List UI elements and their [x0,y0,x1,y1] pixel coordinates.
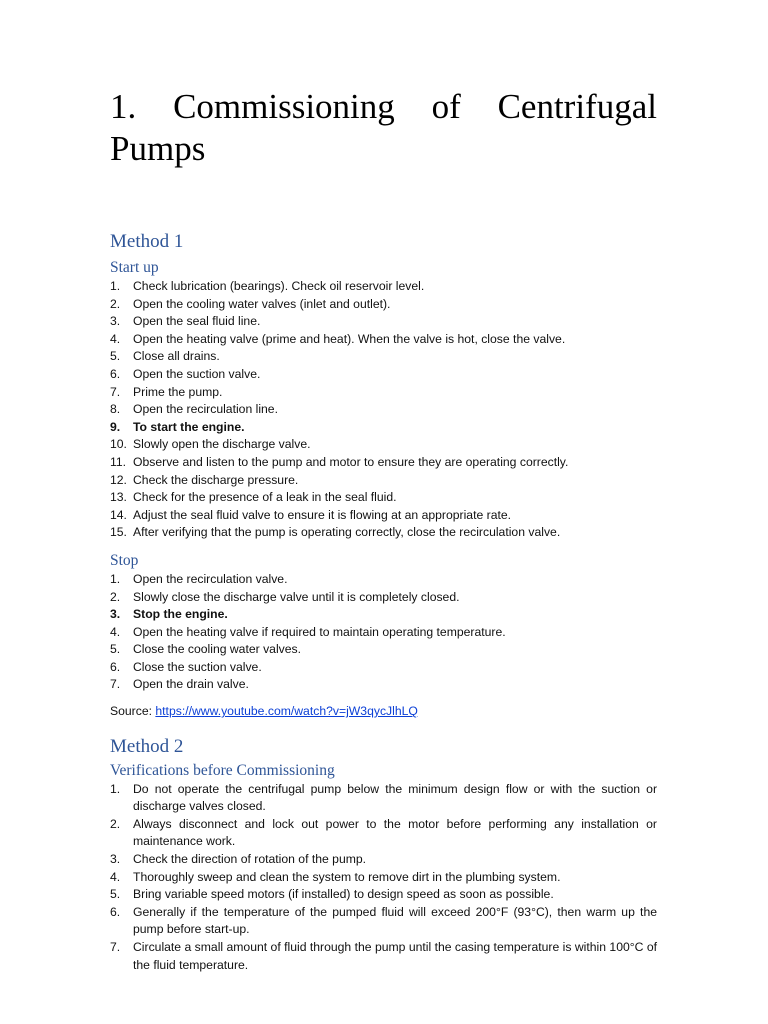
list-item: 3. Stop the engine. [110,607,228,622]
list-item: 5. Close all drains. [110,349,220,364]
title-line-2: Pumps [110,129,206,168]
list-item: 5. Bring variable speed motors (if installed) to design speed as soon as possible. [110,887,554,902]
title-word: 1. [110,87,137,126]
list-item: 11. Observe and listen to the pump and motor to ensure they are operating correctly. [110,454,569,469]
list-item: 6. Open the suction valve. [110,366,261,381]
source-line [110,703,657,721]
source-link[interactable]: https://www.youtube.com/watch?v=jW3qycJlhLQ [155,704,418,719]
method-2-heading: Method 2 [110,735,184,757]
list-item: 4. Thoroughly sweep and clean the system to remove dirt in the plumbing system. [110,869,561,884]
list-item: 12. Check the discharge pressure. [110,472,299,487]
list-item: 10. Slowly open the discharge valve. [110,437,311,452]
title-word: Centrifugal [497,87,657,126]
list-item: 1. Do not operate the centrifugal pump below the minimum design flow or with the suction or discharge valves closed. [110,781,657,814]
title-line-1 [110,86,657,128]
list-item: 7. Open the drain valve. [110,677,249,692]
startup-heading: Start up [110,259,159,276]
list-item: 4. Open the heating valve (prime and heat). When the valve is hot, close the valve. [110,331,566,346]
list-item: 1. Check lubrication (bearings). Check oil reservoir level. [110,279,425,293]
list-item: 2. Always disconnect and lock out power to the motor before performing any installation or maintenance work. [110,816,657,849]
stop-heading: Stop [110,551,139,569]
list-item: 6. Close the suction valve. [110,659,262,674]
list-item: 7. Circulate a small amount of fluid through the pump until the casing temperature is within 100°C of the fluid temperature. [110,940,657,972]
list-item: 13. Check for the presence of a leak in the seal fluid. [110,490,397,505]
method-1-heading: Method 1 [110,231,184,252]
document-content [110,86,657,974]
list-item: 7. Prime the pump. [110,384,223,399]
list-item: 14. Adjust the seal fluid valve to ensure it is flowing at an appropriate rate. [110,507,512,522]
list-item: 6. Generally if the temperature of the pumped fluid will exceed 200°F (93°C), then warm up the pump before start-up. [110,904,657,937]
list-item: 8. Open the recirculation line. [110,402,278,417]
list-item: 2. Slowly close the discharge valve until it is completely closed. [110,589,460,604]
title-word: Commissioning [173,87,395,126]
list-item: 4. Open the heating valve if required to maintain operating temperature. [110,624,506,639]
list-item: 3. Check the direction of rotation of the pump. [110,852,367,867]
title-word: of [431,87,461,126]
list-item: 2. Open the cooling water valves (inlet and outlet). [110,296,391,311]
startup-list [110,278,657,542]
list-item: 5. Close the cooling water valves. [110,642,302,657]
list-item: 15. After verifying that the pump is operating correctly, close the recirculation valve. [110,525,561,540]
stop-list [110,571,657,694]
source-label: Source: [110,704,156,719]
list-item: 1. Open the recirculation valve. [110,571,288,586]
list-item: 9. To start the engine. [110,419,245,434]
verifications-list [110,781,657,975]
page-title [110,86,657,212]
verifications-heading: Verifications before Commissioning [110,761,335,779]
list-item: 3. Open the seal fluid line. [110,314,261,329]
